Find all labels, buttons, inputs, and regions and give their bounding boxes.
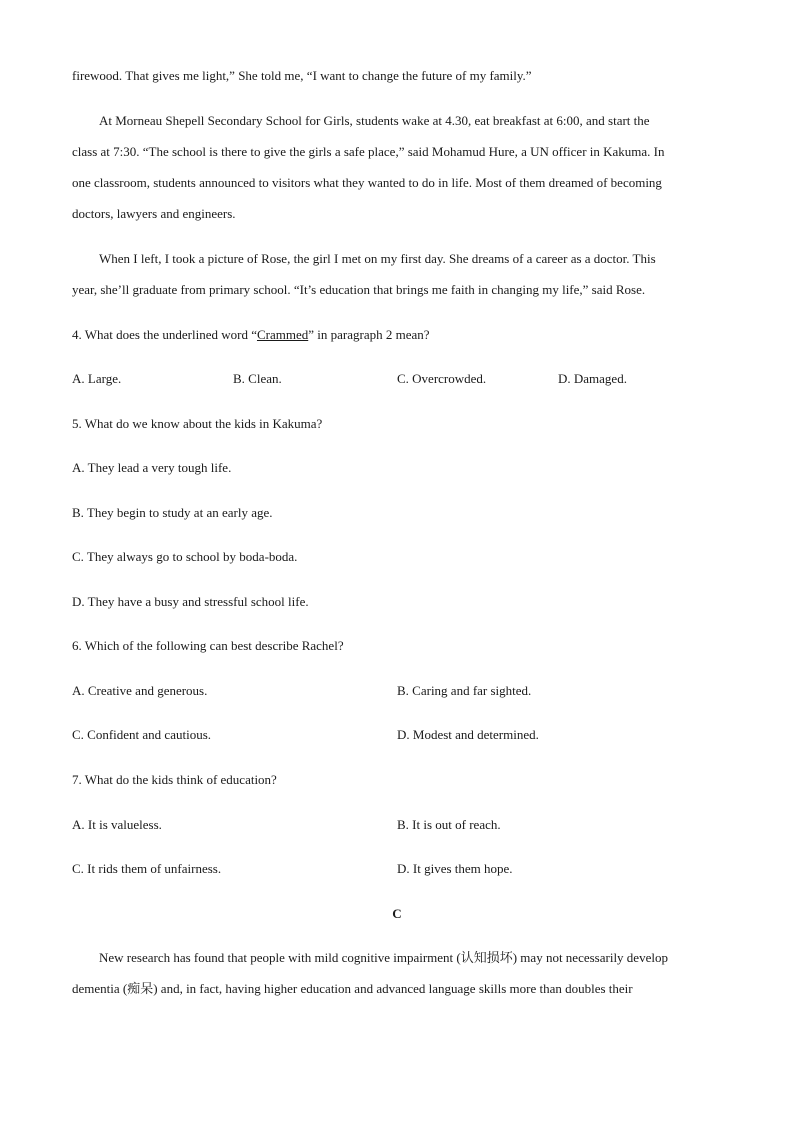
question-7-option-d: D. It gives them hope.	[397, 861, 513, 876]
question-4-stem: 4. What does the underlined word “Crammed” in paragraph 2 mean?	[72, 327, 430, 342]
question-7-option-b: B. It is out of reach.	[397, 817, 501, 832]
paragraph-line: one classroom, students announced to visitors what they wanted to do in life. Most of them dreamed of becoming	[72, 175, 662, 190]
question-4-option-b: B. Clean.	[233, 371, 282, 386]
question-5-stem: 5. What do we know about the kids in Kakuma?	[72, 416, 323, 431]
paragraph-line: class at 7:30. “The school is there to give the girls a safe place,” said Mohamud Hure, a UN officer in Kakuma. In	[72, 144, 665, 159]
paragraph-line: year, she’ll graduate from primary school. “It’s education that brings me faith in changing my life,” said Rose.	[72, 282, 646, 297]
paragraph-line: firewood. That gives me light,” She told me, “I want to change the future of my family.”	[72, 68, 532, 83]
section-heading: C	[392, 906, 402, 921]
question-4-option-c: C. Overcrowded.	[397, 371, 487, 386]
question-5-option-d: D. They have a busy and stressful school life.	[72, 594, 309, 609]
question-6-option-d: D. Modest and determined.	[397, 727, 539, 742]
paragraph-line: At Morneau Shepell Secondary School for Girls, students wake at 4.30, eat breakfast at 6:00, and start the	[99, 113, 650, 128]
question-6-option-c: C. Confident and cautious.	[72, 727, 212, 742]
question-4-option-d: D. Damaged.	[558, 371, 627, 386]
question-5-option-b: B. They begin to study at an early age.	[72, 505, 273, 520]
question-4-option-a: A. Large.	[72, 371, 122, 386]
question-5-option-c: C. They always go to school by boda-boda.	[72, 549, 298, 564]
paragraph-line: When I left, I took a picture of Rose, the girl I met on my first day. She dreams of a career as a doctor. This	[99, 251, 656, 266]
underlined-word: Crammed	[256, 327, 309, 342]
question-7-option-a: A. It is valueless.	[72, 817, 162, 832]
question-7-option-c: C. It rids them of unfairness.	[72, 861, 222, 876]
paragraph-line: doctors, lawyers and engineers.	[72, 206, 236, 221]
question-5-option-a: A. They lead a very tough life.	[72, 460, 232, 475]
question-6-option-a: A. Creative and generous.	[72, 683, 208, 698]
paragraph-line: New research has found that people with mild cognitive impairment (认知损坏) may not necessarily develop	[99, 950, 668, 965]
question-6-stem: 6. Which of the following can best describe Rachel?	[72, 638, 344, 653]
question-7-stem: 7. What do the kids think of education?	[72, 772, 277, 787]
question-6-option-b: B. Caring and far sighted.	[397, 683, 532, 698]
paragraph-line: dementia (痴呆) and, in fact, having higher education and advanced language skills more than doubles their	[72, 981, 633, 996]
